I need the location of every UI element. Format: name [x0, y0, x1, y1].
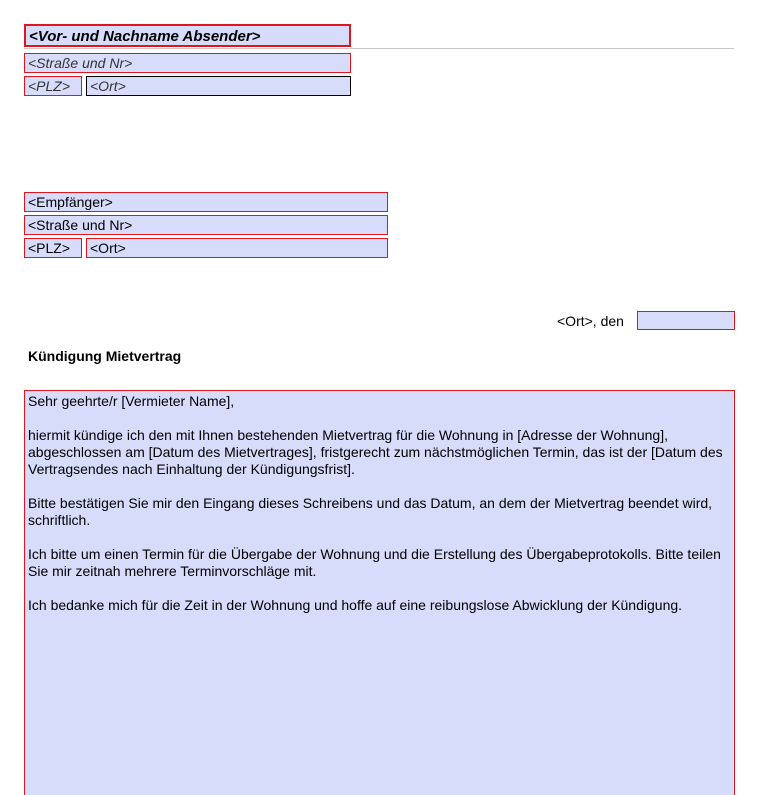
- letter-body-field[interactable]: [24, 390, 735, 795]
- body-paragraph-3: Ich bitte um einen Termin für die Übergabe der Wohnung und die Erstellung des Übergabeprotokolls. Bitte teilen Sie mir zeitnah mehrere Terminvorschläge mit.: [28, 546, 721, 579]
- salutation-text: Sehr geehrte/r [Vermieter Name],: [28, 393, 235, 409]
- date-field[interactable]: [637, 311, 735, 330]
- sender-street-field[interactable]: <Straße und Nr>: [24, 53, 351, 73]
- date-place-label: <Ort>, den: [557, 313, 624, 329]
- subject-heading: Kündigung Mietvertrag: [28, 348, 182, 364]
- body-paragraph-1: hiermit kündige ich den mit Ihnen bestehenden Mietvertrag für die Wohnung in [Adresse der Wohnung], abgeschlossen am [Datum des Mietvertrages], fristgerecht zum nächstmöglichen Termin, das ist der [Datum des Vertragsendes nach Einhaltung der Kündigungsfrist].: [28, 427, 723, 477]
- body-paragraph-4: Ich bedanke mich für die Zeit in der Wohnung und hoffe auf eine reibungslose Abwicklung der Kündigung.: [28, 597, 683, 613]
- sender-name-field[interactable]: <Vor- und Nachname Absender>: [24, 24, 351, 47]
- recipient-name-field[interactable]: <Empfänger>: [24, 192, 388, 212]
- recipient-street-field[interactable]: <Straße und Nr>: [24, 215, 388, 235]
- recipient-city-field[interactable]: <Ort>: [86, 238, 388, 258]
- sender-separator-line: [24, 48, 734, 49]
- sender-zip-field[interactable]: <PLZ>: [24, 76, 82, 96]
- body-paragraph-2: Bitte bestätigen Sie mir den Eingang dieses Schreibens und das Datum, an dem der Mietvertrag beendet wird, schriftlich.: [28, 495, 713, 528]
- sender-city-field[interactable]: <Ort>: [86, 76, 351, 96]
- recipient-zip-field[interactable]: <PLZ>: [24, 238, 82, 258]
